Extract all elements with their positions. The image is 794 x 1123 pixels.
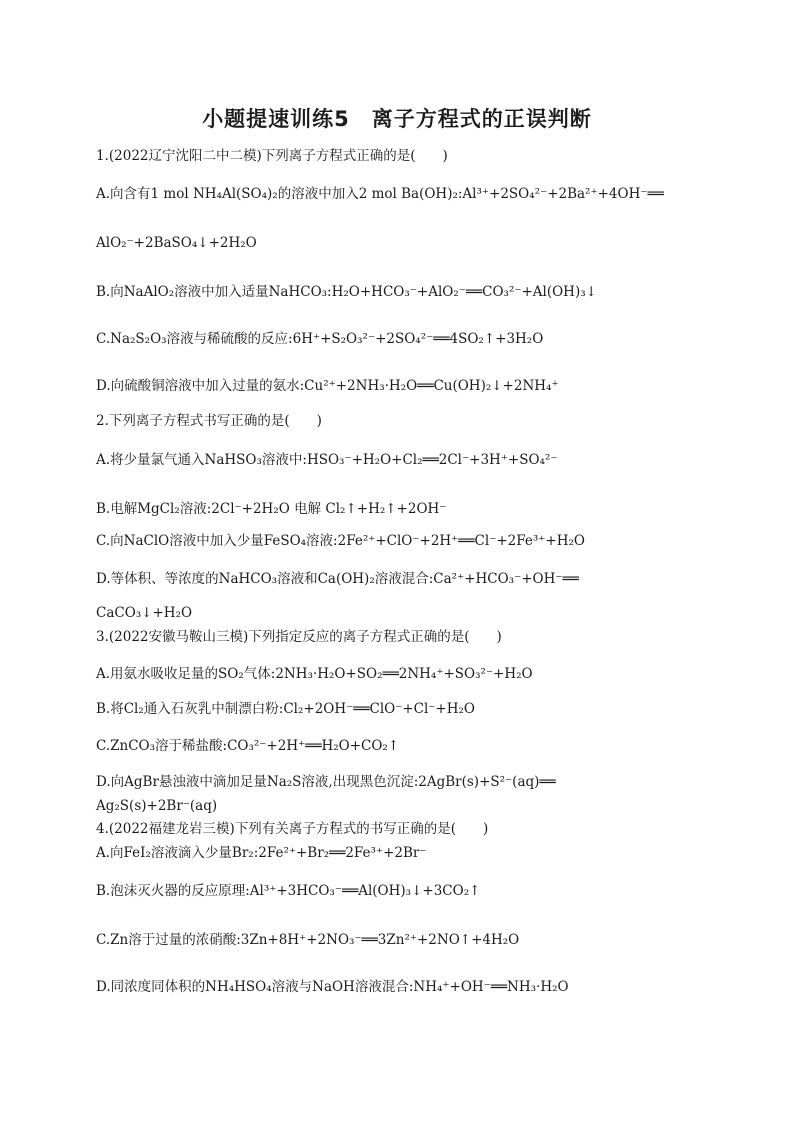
question-4-option-b: B.泡沫灭火器的反应原理:Al³⁺+3HCO₃⁻══Al(OH)₃↓+3CO₂↑ [96,883,481,899]
question-3-option-c: C.ZnCO₃溶于稀盐酸:CO₃²⁻+2H⁺══H₂O+CO₂↑ [96,738,400,754]
question-2-option-d-continued: CaCO₃↓+H₂O [96,605,193,621]
question-4-option-a: A.向FeI₂溶液滴入少量Br₂:2Fe²⁺+Br₂══2Fe³⁺+2Br⁻ [96,845,427,861]
question-1-stem: 1.(2022辽宁沈阳二中二模)下列离子方程式正确的是( ) [96,148,448,164]
question-1-option-a-continued: AlO₂⁻+2BaSO₄↓+2H₂O [96,235,257,251]
question-4-stem: 4.(2022福建龙岩三模)下列有关离子方程式的书写正确的是( ) [96,821,489,837]
question-3-option-d: D.向AgBr悬浊液中滴加足量Na₂S溶液,出现黑色沉淀:2AgBr(s)+S²⁻(aq)══ [96,774,556,790]
question-3-stem: 3.(2022安徽马鞍山三模)下列指定反应的离子方程式正确的是( ) [96,629,502,645]
question-1-option-c: C.Na₂S₂O₃溶液与稀硫酸的反应:6H⁺+S₂O₃²⁻+2SO₄²⁻══4SO₂↑+3H₂O [96,331,544,347]
question-2-option-a: A.将少量氯气通入NaHSO₃溶液中:HSO₃⁻+H₂O+Cl₂══2Cl⁻+3H⁺+SO₄²⁻ [96,452,558,468]
question-4-option-d: D.同浓度同体积的NH₄HSO₄溶液与NaOH溶液混合:NH₄⁺+OH⁻══NH₃·H₂O [96,979,569,995]
question-3-option-b: B.将Cl₂通入石灰乳中制漂白粉:Cl₂+2OH⁻══ClO⁻+Cl⁻+H₂O [96,701,475,717]
page-title: 小题提速训练5 离子方程式的正误判断 [202,107,592,131]
question-2-stem: 2.下列离子方程式书写正确的是( ) [96,413,322,429]
question-2-option-b: B.电解MgCl₂溶液:2Cl⁻+2H₂O 电解 Cl₂↑+H₂↑+2OH⁻ [96,501,447,517]
question-2-option-c: C.向NaClO溶液中加入少量FeSO₄溶液:2Fe²⁺+ClO⁻+2H⁺══Cl⁻+2Fe³⁺+H₂O [96,533,585,549]
question-1-option-d: D.向硫酸铜溶液中加入过量的氨水:Cu²⁺+2NH₃·H₂O══Cu(OH)₂↓+2NH₄⁺ [96,378,559,394]
question-2-option-d: D.等体积、等浓度的NaHCO₃溶液和Ca(OH)₂溶液混合:Ca²⁺+HCO₃⁻+OH⁻══ [96,571,579,587]
question-3-option-a: A.用氨水吸收足量的SO₂气体:2NH₃·H₂O+SO₂══2NH₄⁺+SO₃²⁻+H₂O [96,666,533,682]
question-4-option-c: C.Zn溶于过量的浓硝酸:3Zn+8H⁺+2NO₃⁻══3Zn²⁺+2NO↑+4H₂O [96,932,520,948]
question-1-option-a: A.向含有1 mol NH₄Al(SO₄)₂的溶液中加入2 mol Ba(OH)₂:Al³⁺+2SO₄²⁻+2Ba²⁺+4OH⁻══ [96,186,664,202]
question-3-option-d-continued: Ag₂S(s)+2Br⁻(aq) [96,798,218,814]
question-1-option-b: B.向NaAlO₂溶液中加入适量NaHCO₃:H₂O+HCO₃⁻+AlO₂⁻══CO₃²⁻+Al(OH)₃↓ [96,284,597,300]
